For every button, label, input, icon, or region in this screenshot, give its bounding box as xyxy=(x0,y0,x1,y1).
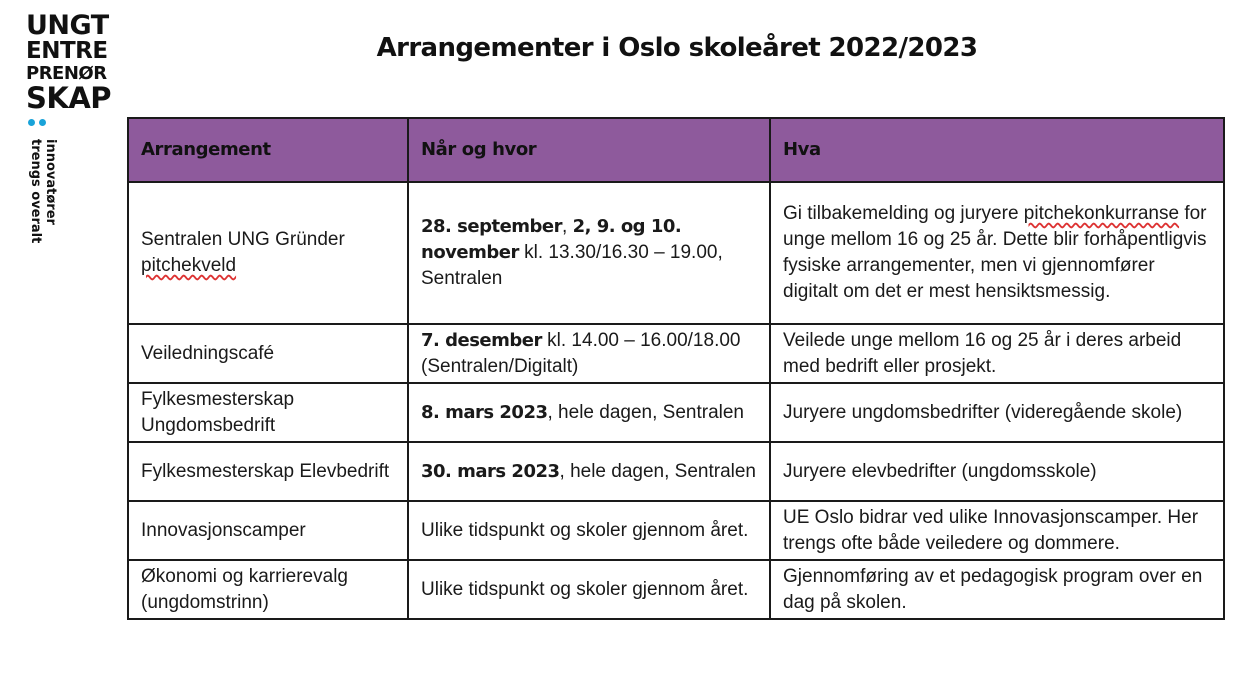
when-date: 8. mars 2023 xyxy=(421,401,548,423)
when-date: 30. mars 2023 xyxy=(421,460,560,482)
logo-dot-icon xyxy=(28,119,35,126)
event-cell xyxy=(128,182,408,324)
when-cell xyxy=(408,182,770,324)
logo-dots-icon xyxy=(28,119,126,126)
logo-line-2: ENTRE xyxy=(26,38,108,64)
table-row xyxy=(128,324,1224,383)
what-text: for unge mellom 16 og 25 år. Dette blir forhåpentligvis fysiske arrangementer, men vi gjennomfører digitalt om det er mest hensiktsmessig. xyxy=(783,203,1207,302)
what-cell xyxy=(770,182,1224,324)
when-date: 2, 9. og 10. november xyxy=(421,216,682,263)
when-text: , hele dagen, Sentralen xyxy=(547,401,744,423)
what-cell: Gjennomføring av et pedagogisk program over en dag på skolen. xyxy=(770,560,1224,619)
table-row xyxy=(128,560,1224,619)
what-cell: Veilede unge mellom 16 og 25 år i deres arbeid med bedrift eller prosjekt. xyxy=(770,324,1224,383)
logo-line-3: PRENØR xyxy=(26,63,107,84)
when-cell xyxy=(408,501,770,560)
what-text-spellcheck: pitchekonkurranse xyxy=(1023,203,1180,224)
when-text: , hele dagen, Sentralen xyxy=(559,460,757,482)
table-row xyxy=(128,442,1224,501)
when-text: kl. 14.00 – 16.00/18.00 (Sentralen/Digitalt) xyxy=(421,329,741,377)
column-header-nar-og-hvor: Når og hvor xyxy=(408,118,770,182)
event-name-spellcheck: pitchekveld xyxy=(141,255,237,276)
when-cell xyxy=(408,442,770,501)
table-row xyxy=(128,501,1224,560)
when-cell xyxy=(408,560,770,619)
when-text: Ulike tidspunkt og skoler gjennom året. xyxy=(421,519,749,541)
page-title: Arrangementer i Oslo skoleåret 2022/2023 xyxy=(376,33,978,63)
when-date: 28. september xyxy=(421,216,562,237)
what-text: Gi tilbakemelding og juryere xyxy=(783,203,1024,224)
event-cell: Fylkesmesterskap Elevbedrift xyxy=(128,442,408,501)
table-row xyxy=(128,383,1224,442)
when-cell xyxy=(408,324,770,383)
event-cell: Fylkesmesterskap Ungdomsbedrift xyxy=(128,383,408,442)
event-cell: Økonomi og karrierevalg (ungdomstrinn) xyxy=(128,560,408,619)
column-header-hva: Hva xyxy=(770,118,1224,182)
table-header-row xyxy=(128,118,1224,182)
logo-line-4: SKAP xyxy=(26,81,112,115)
column-header-arrangement: Arrangement xyxy=(128,118,408,182)
logo-line-1: UNGT xyxy=(26,10,109,41)
what-cell: UE Oslo bidrar ved ulike Innovasjonscamper. Her trengs ofte både veiledere og dommere. xyxy=(770,501,1224,560)
event-cell: Innovasjonscamper xyxy=(128,501,408,560)
logo-dot-icon xyxy=(39,119,46,126)
logo-tagline: innovatører trengs overalt xyxy=(28,139,58,244)
when-text: Ulike tidspunkt og skoler gjennom året. xyxy=(421,578,749,600)
logo xyxy=(26,12,126,262)
what-cell: Juryere elevbedrifter (ungdomsskole) xyxy=(770,442,1224,501)
event-cell: Veiledningscafé xyxy=(128,324,408,383)
when-text: , xyxy=(562,216,573,237)
when-text: kl. 13.30/16.30 – 19.00, Sentralen xyxy=(421,242,723,289)
events-table xyxy=(127,117,1225,620)
table-row xyxy=(128,182,1224,324)
when-cell xyxy=(408,383,770,442)
when-date: 7. desember xyxy=(421,329,542,351)
what-cell: Juryere ungdomsbedrifter (videregående skole) xyxy=(770,383,1224,442)
event-name: Sentralen UNG Gründer xyxy=(141,229,345,250)
